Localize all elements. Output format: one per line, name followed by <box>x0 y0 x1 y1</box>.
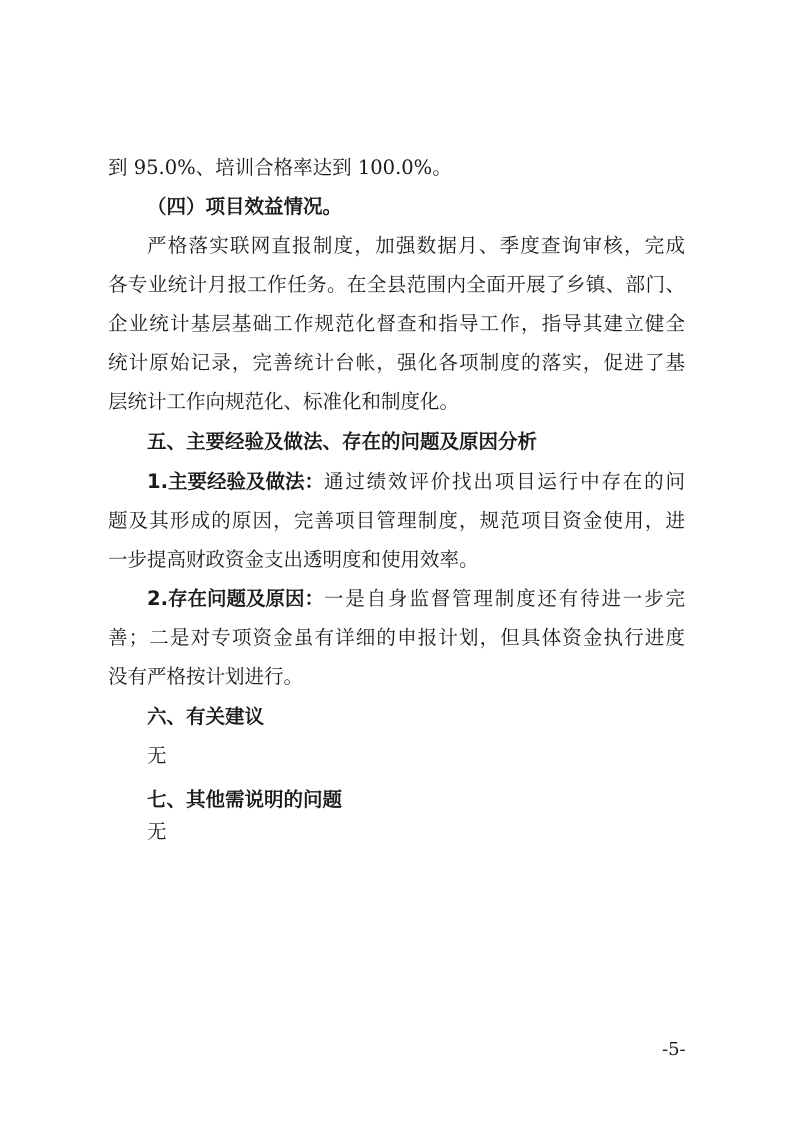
item-1-text: 通过绩效评价找出项目运行中存在的问 <box>323 470 685 493</box>
section-6-body: 无 <box>147 744 167 767</box>
section-7-body: 无 <box>147 820 167 843</box>
section-5-heading: 五、主要经验及做法、存在的问题及原因分析 <box>147 430 538 453</box>
item-2-line: 没有严格按计划进行。 <box>108 665 304 688</box>
item-2-first-line <box>147 587 685 611</box>
section-4-paragraph-line: 严格落实联网直报制度，加强数据月、季度查询审核，完成 <box>147 234 685 257</box>
section-4-paragraph-line: 统计原始记录，完善统计台帐，强化各项制度的落实，促进了基 <box>108 351 685 374</box>
section-6-heading: 六、有关建议 <box>147 705 265 728</box>
item-1-line: 一步提高财政资金支出透明度和使用效率。 <box>108 548 479 571</box>
item-1-line: 题及其形成的原因，完善项目管理制度，规范项目资金使用，进 <box>108 509 685 532</box>
item-2-text: 一是自身监督管理制度还有待进一步完 <box>323 587 685 610</box>
section-4-paragraph-line: 企业统计基层基础工作规范化督查和指导工作，指导其建立健全 <box>108 312 685 335</box>
item-1-label: 1.主要经验及做法： <box>147 470 324 493</box>
continuation-line: 到 95.0%、培训合格率达到 100.0%。 <box>108 156 452 179</box>
item-1-first-line <box>147 470 685 494</box>
section-4-paragraph-line: 各专业统计月报工作任务。在全县范围内全面开展了乡镇、部门、 <box>108 273 685 296</box>
section-7-heading: 七、其他需说明的问题 <box>147 788 343 811</box>
section-4-paragraph-line: 层统计工作向规范化、标准化和制度化。 <box>108 390 460 413</box>
page-number: -5- <box>662 1039 686 1060</box>
section-4-heading: （四）项目效益情况。 <box>147 195 343 218</box>
item-2-line: 善；二是对专项资金虽有详细的申报计划，但具体资金执行进度 <box>108 626 685 649</box>
item-2-label: 2.存在问题及原因： <box>147 587 324 610</box>
